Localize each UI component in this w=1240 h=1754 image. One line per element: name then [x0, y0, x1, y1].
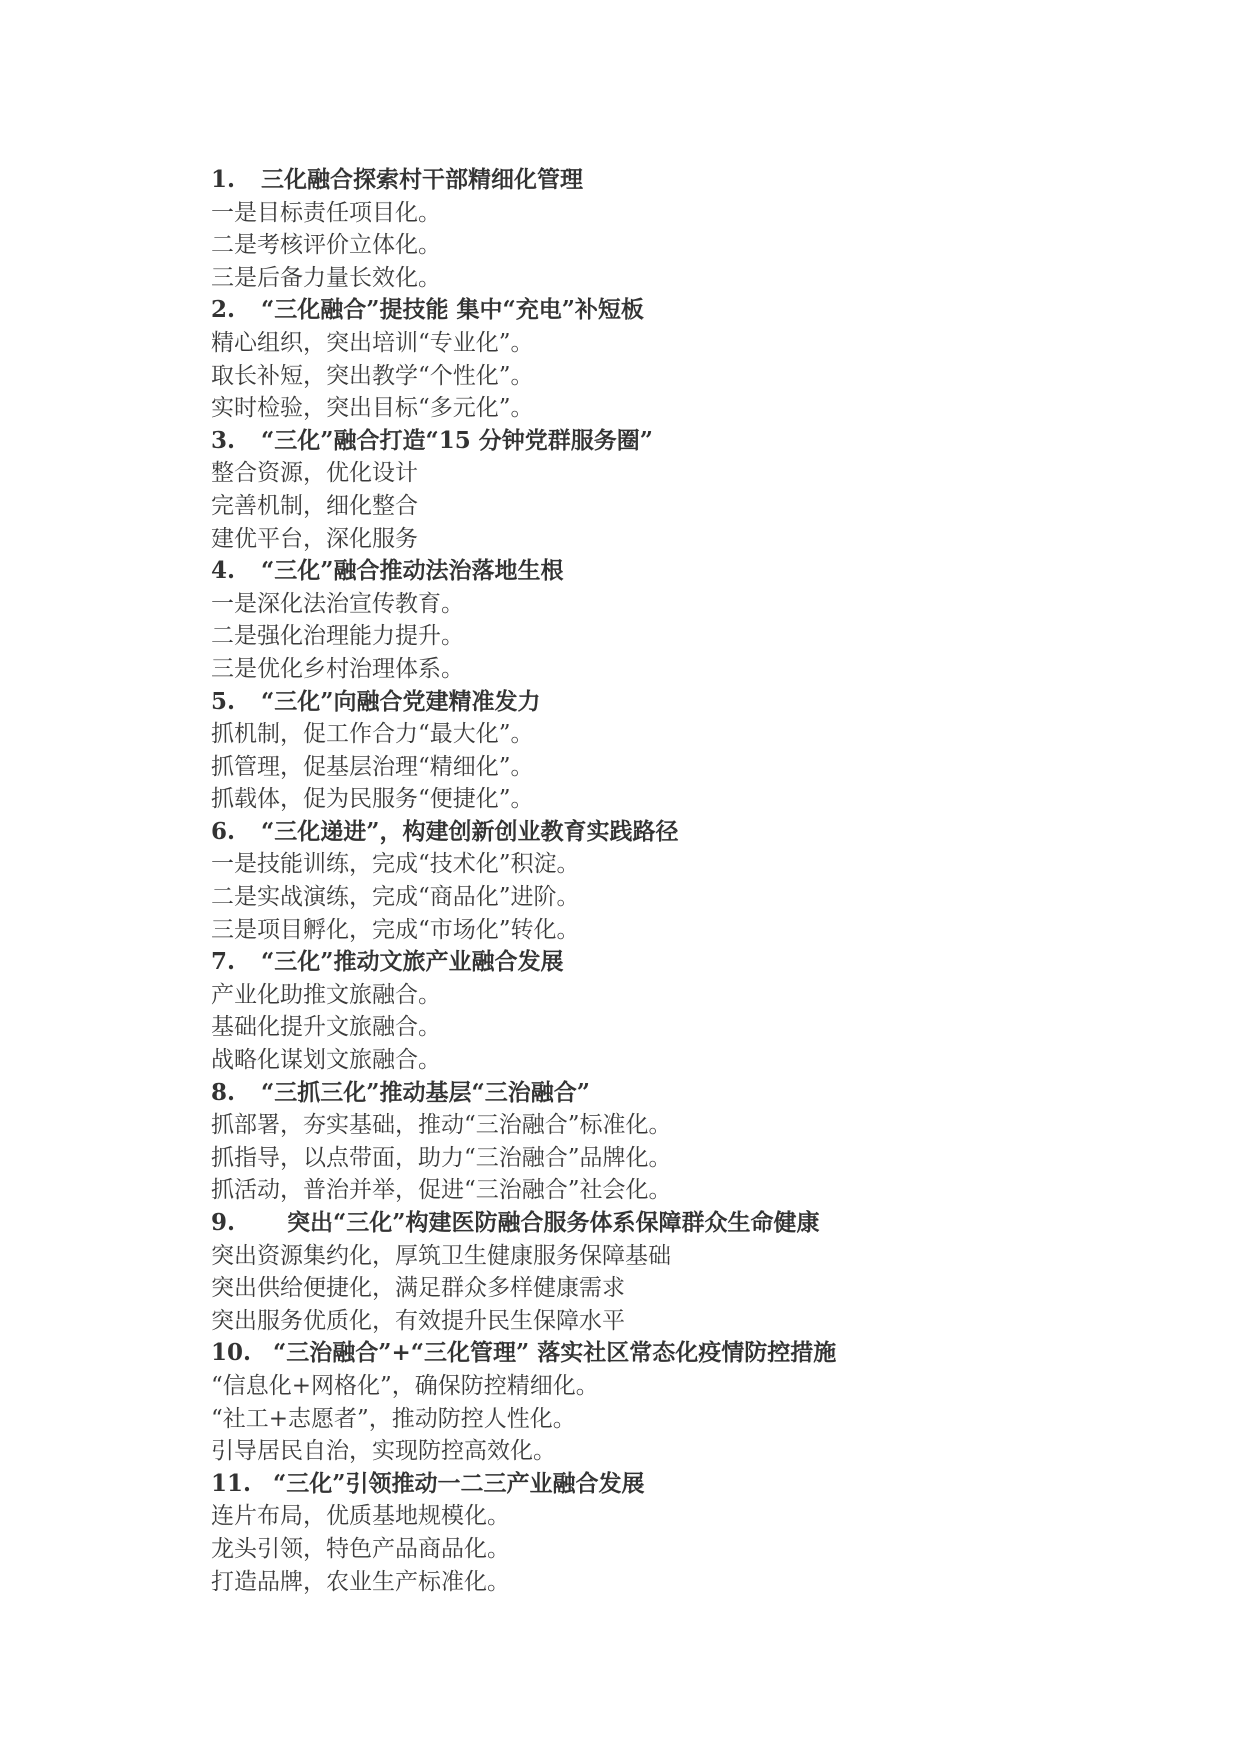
section-1: [211, 164, 1171, 294]
section-heading: [211, 816, 1171, 849]
list-item: 三是项目孵化，完成“市场化”转化。: [211, 916, 580, 943]
section-number: 2.: [211, 296, 236, 324]
section-heading: [211, 686, 1171, 719]
list-item: 突出服务优质化，有效提升民生保障水平: [211, 1307, 625, 1334]
list-item: 建优平台，深化服务: [211, 525, 418, 552]
section-heading: [211, 1337, 1171, 1370]
list-item: 完善机制，细化整合: [211, 492, 418, 519]
section-3: [211, 425, 1171, 555]
section-title: “三化”引领推动一二三产业融合发展: [273, 1469, 645, 1497]
list-item: 龙头引领，特色产品商品化。: [211, 1535, 510, 1562]
list-item: 引导居民自治，实现防控高效化。: [211, 1438, 556, 1465]
list-item: 整合资源，优化设计: [211, 460, 418, 487]
section-heading: [211, 1207, 1171, 1240]
section-heading: [211, 1468, 1171, 1501]
list-item: 抓载体，促为民服务“便捷化”。: [211, 786, 534, 813]
section-title: 三化融合探索村干部精细化管理: [261, 166, 583, 193]
list-item: 连片布局，优质基地规模化。: [211, 1503, 510, 1530]
section-heading: [211, 946, 1171, 979]
section-number: 8.: [211, 1078, 236, 1106]
list-item: 突出资源集约化，厚筑卫生健康服务保障基础: [211, 1242, 671, 1269]
list-item: 精心组织，突出培训“专业化”。: [211, 329, 534, 356]
list-item: 产业化助推文旅融合。: [211, 981, 441, 1008]
list-item: 抓活动，普治并举，促进“三治融合”社会化。: [211, 1177, 672, 1204]
section-8: [211, 1077, 1171, 1207]
list-item: 二是强化治理能力提升。: [211, 623, 464, 650]
section-number: 1.: [211, 166, 236, 193]
section-title: “三化递进”，构建创新创业教育实践路径: [261, 817, 679, 845]
section-9: [211, 1207, 1171, 1337]
section-number: 7.: [211, 948, 236, 976]
section-5: [211, 686, 1171, 816]
section-heading: [211, 294, 1171, 327]
list-item: 取长补短，突出教学“个性化”。: [211, 362, 534, 389]
section-2: [211, 294, 1171, 424]
list-item: 二是实战演练，完成“商品化”进阶。: [211, 884, 580, 911]
list-item: 一是深化法治宣传教育。: [211, 590, 464, 617]
section-heading: [211, 1077, 1171, 1110]
section-title: “三化”融合推动法治落地生根: [261, 557, 564, 585]
section-title: “三化”推动文旅产业融合发展: [261, 948, 564, 976]
section-11: [211, 1468, 1171, 1598]
list-item: 抓部署，夯实基础，推动“三治融合”标准化。: [211, 1112, 672, 1139]
section-heading: [211, 555, 1171, 588]
section-4: [211, 555, 1171, 685]
list-item: 实时检验，突出目标“多元化”。: [211, 395, 534, 422]
section-number: 3.: [211, 426, 236, 454]
section-title: “三化融合”提技能 集中“充电”补短板: [261, 296, 644, 324]
list-item: 打造品牌，农业生产标准化。: [211, 1568, 510, 1595]
section-10: [211, 1337, 1171, 1467]
list-item: “社工+志愿者”，推动防控人性化。: [211, 1405, 576, 1432]
section-title: 突出“三化”构建医防融合服务体系保障群众生命健康: [287, 1209, 820, 1236]
list-item: 三是优化乡村治理体系。: [211, 655, 464, 682]
list-item: 二是考核评价立体化。: [211, 232, 441, 259]
section-title: “三抓三化”推动基层“三治融合”: [261, 1078, 590, 1106]
section-title: “三化”融合打造“15 分钟党群服务圈”: [261, 426, 653, 454]
section-heading: [211, 425, 1171, 458]
list-item: 抓管理，促基层治理“精细化”。: [211, 753, 534, 780]
list-item: 抓指导，以点带面，助力“三治融合”品牌化。: [211, 1144, 672, 1171]
list-item: 抓机制，促工作合力“最大化”。: [211, 721, 534, 748]
list-item: 突出供给便捷化，满足群众多样健康需求: [211, 1275, 625, 1302]
list-item: 战略化谋划文旅融合。: [211, 1047, 441, 1074]
section-number: 9.: [211, 1209, 236, 1236]
list-item: 一是技能训练，完成“技术化”积淀。: [211, 851, 580, 878]
section-number: 11.: [211, 1469, 252, 1497]
section-title: “三化”向融合党建精准发力: [261, 687, 541, 715]
section-title: “三治融合”+“三化管理” 落实社区常态化疫情防控措施: [273, 1339, 837, 1367]
list-item: 一是目标责任项目化。: [211, 199, 441, 226]
section-7: [211, 946, 1171, 1076]
section-number: 6.: [211, 817, 236, 845]
section-heading: [211, 164, 1171, 197]
section-6: [211, 816, 1171, 946]
list-item: 三是后备力量长效化。: [211, 264, 441, 291]
document-body: [211, 164, 1171, 1598]
section-number: 10.: [211, 1339, 252, 1367]
list-item: “信息化+网格化”，确保防控精细化。: [211, 1372, 599, 1399]
section-number: 4.: [211, 557, 236, 585]
section-number: 5.: [211, 687, 236, 715]
list-item: 基础化提升文旅融合。: [211, 1014, 441, 1041]
